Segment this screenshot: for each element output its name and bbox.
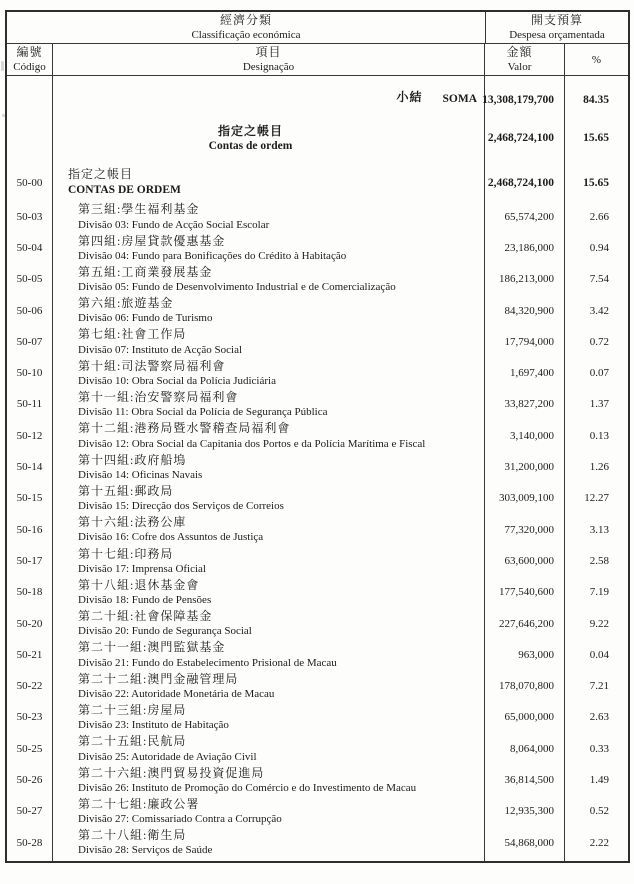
value-header-pt: Valor — [507, 61, 532, 73]
row-designation-pt: Divisão 14: Oficinas Navais — [78, 468, 203, 481]
row-value: 178,070,800 — [485, 670, 565, 701]
row-value: 303,009,100 — [485, 483, 565, 514]
row-percent: 7.19 — [589, 586, 609, 599]
row-percent: 7.21 — [589, 680, 609, 693]
code-cell — [7, 858, 53, 861]
subtotal-label-zh: 小結 — [396, 90, 423, 104]
table-row — [7, 608, 628, 639]
scan-artifact — [1, 61, 4, 71]
row-designation-pt: Divisão 05: Fundo de Desenvolvimento Industrial e de Comercialização — [78, 281, 396, 294]
row-designation-zh: 第三組:學生福利基金 — [78, 202, 200, 217]
percent-header-label: % — [591, 53, 602, 66]
row-designation-zh: 第十一組:治安警察局福利會 — [78, 390, 239, 405]
row-designation — [53, 545, 485, 576]
group-code: 50-00 — [7, 164, 53, 201]
table-row — [7, 232, 628, 263]
row-percent: 0.52 — [589, 805, 609, 818]
table-row — [7, 545, 628, 576]
row-percent: 9.22 — [589, 617, 609, 630]
row-value: 54,868,000 — [485, 827, 565, 858]
row-value: 65,000,000 — [485, 702, 565, 733]
row-percent: 12.27 — [584, 492, 609, 505]
row-value: 12,935,300 — [485, 796, 565, 827]
row-value: 77,320,000 — [485, 514, 565, 545]
code-cell — [7, 112, 53, 164]
row-designation — [53, 608, 485, 639]
table-row — [7, 420, 628, 451]
row-code: 50-18 — [7, 577, 53, 608]
row-designation-pt: Divisão 23: Instituto de Habitação — [78, 719, 229, 732]
column-header-designation — [53, 44, 485, 75]
row-value: 177,540,600 — [485, 577, 565, 608]
subtotal-label — [53, 76, 485, 112]
row-designation-pt: Divisão 25: Autoridade de Aviação Civil — [78, 750, 257, 763]
designation-header-zh: 項目 — [255, 45, 282, 59]
row-designation — [53, 357, 485, 388]
row-designation-zh: 第四組:房屋貸款優惠基金 — [78, 233, 226, 248]
table-row — [7, 357, 628, 388]
row-designation — [53, 483, 485, 514]
row-designation-pt: Divisão 06: Fundo de Turismo — [78, 312, 213, 325]
percent-cell — [565, 858, 628, 861]
subtotal-percent: 84.35 — [583, 94, 609, 106]
budget-table — [5, 10, 630, 863]
row-percent: 2.58 — [589, 554, 609, 567]
row-designation-pt: Divisão 27: Comissariado Contra a Corrupção — [78, 813, 282, 826]
table-row — [7, 201, 628, 232]
value-header-zh: 金額 — [506, 45, 533, 59]
row-designation-zh: 第十四組:政府船塢 — [78, 452, 187, 467]
code-header-pt: Código — [13, 61, 46, 73]
header-economic-classification — [7, 12, 486, 43]
table-row — [7, 389, 628, 420]
table-row — [7, 733, 628, 764]
section-title-row — [7, 112, 628, 164]
row-value: 963,000 — [485, 639, 565, 670]
row-percent: 0.72 — [589, 335, 609, 348]
row-value: 33,827,200 — [485, 389, 565, 420]
row-designation-zh: 第七組:社會工作局 — [78, 327, 187, 342]
column-header-code — [7, 44, 53, 75]
row-percent: 1.37 — [589, 398, 609, 411]
row-value: 186,213,000 — [485, 264, 565, 295]
table-filler-row — [7, 858, 628, 861]
header-budgeted-expense — [486, 12, 628, 43]
row-designation-zh: 第二十五組:民航局 — [78, 734, 187, 749]
row-designation-pt: Divisão 07: Instituto de Acção Social — [78, 343, 243, 356]
row-designation-zh: 第十二組:港務局暨水警稽查局福利會 — [78, 421, 291, 436]
row-code: 50-16 — [7, 514, 53, 545]
row-designation-pt: Divisão 18: Fundo de Pensões — [78, 594, 212, 607]
row-designation — [53, 733, 485, 764]
table-row — [7, 796, 628, 827]
section-value: 2,468,724,100 — [485, 112, 565, 164]
row-designation-pt: Divisão 20: Fundo de Segurança Social — [78, 625, 252, 638]
table-row — [7, 264, 628, 295]
group-percent: 15.65 — [583, 176, 609, 189]
row-designation — [53, 796, 485, 827]
table-row — [7, 639, 628, 670]
division-rows — [7, 201, 628, 858]
group-row — [7, 164, 628, 201]
row-designation — [53, 389, 485, 420]
section-title-zh: 指定之帳目 — [217, 123, 283, 138]
group-title-pt: CONTAS DE ORDEM — [68, 183, 181, 196]
designation-header-pt: Designação — [242, 61, 295, 73]
row-code: 50-25 — [7, 733, 53, 764]
column-header-value — [485, 44, 565, 75]
row-designation-zh: 第十八組:退休基金會 — [78, 577, 200, 592]
row-designation — [53, 326, 485, 357]
row-code: 50-12 — [7, 420, 53, 451]
row-percent: 3.42 — [589, 304, 609, 317]
table-row — [7, 483, 628, 514]
row-designation — [53, 764, 485, 795]
row-percent: 2.22 — [589, 836, 609, 849]
header-classification-pt: Classificação económica — [191, 29, 301, 41]
row-percent: 0.07 — [589, 367, 609, 380]
row-percent: 1.26 — [589, 461, 609, 474]
row-designation — [53, 670, 485, 701]
row-designation — [53, 232, 485, 263]
row-designation-pt: Divisão 17: Imprensa Oficial — [78, 562, 206, 575]
header-budget-zh: 開支預算 — [530, 13, 583, 27]
row-code: 50-17 — [7, 545, 53, 576]
row-value: 3,140,000 — [485, 420, 565, 451]
row-percent: 0.33 — [589, 742, 609, 755]
row-designation-zh: 第十七組:印務局 — [78, 546, 174, 561]
row-code: 50-10 — [7, 357, 53, 388]
group-value: 2,468,724,100 — [485, 164, 565, 201]
table-row — [7, 514, 628, 545]
row-designation-zh: 第二十一組:澳門監獄基金 — [78, 640, 226, 655]
row-percent: 0.13 — [589, 429, 609, 442]
code-header-zh: 編號 — [16, 45, 43, 59]
row-designation-zh: 第六組:旅遊基金 — [78, 296, 174, 311]
row-designation-pt: Divisão 12: Obra Social da Capitania dos Portos e da Polícia Marítima e Fiscal — [78, 437, 426, 450]
row-value: 23,186,000 — [485, 232, 565, 263]
row-designation — [53, 201, 485, 232]
value-cell — [485, 858, 565, 861]
row-value: 17,794,000 — [485, 326, 565, 357]
row-designation-pt: Divisão 21: Fundo do Estabelecimento Prisional de Macau — [78, 656, 337, 669]
row-designation-pt: Divisão 26: Instituto de Promoção do Comércio e do Investimento de Macau — [78, 781, 417, 794]
row-designation-zh: 第二十七組:廉政公署 — [78, 796, 200, 811]
row-designation-pt: Divisão 15: Direcção dos Serviços de Correios — [78, 500, 284, 513]
row-code: 50-07 — [7, 326, 53, 357]
group-designation — [53, 164, 485, 201]
table-row — [7, 702, 628, 733]
row-designation — [53, 420, 485, 451]
table-row — [7, 295, 628, 326]
row-designation — [53, 451, 485, 482]
table-header-groups — [7, 12, 628, 44]
table-row — [7, 326, 628, 357]
subtotal-value: 13,308,179,700 — [485, 76, 565, 112]
subtotal-row — [7, 76, 628, 112]
table-row — [7, 670, 628, 701]
row-percent: 7.54 — [589, 273, 609, 286]
row-code: 50-22 — [7, 670, 53, 701]
row-designation-pt: Divisão 22: Autoridade Monetária de Macau — [78, 687, 275, 700]
table-row — [7, 451, 628, 482]
row-percent: 0.94 — [589, 241, 609, 254]
header-classification-zh: 經濟分類 — [219, 13, 272, 27]
row-designation-zh: 第十組:司法警察局福利會 — [78, 358, 226, 373]
row-value: 227,646,200 — [485, 608, 565, 639]
row-designation-pt: Divisão 28: Serviços de Saúde — [78, 844, 213, 857]
row-value: 65,574,200 — [485, 201, 565, 232]
row-designation-pt: Divisão 10: Obra Social da Polícia Judiciária — [78, 374, 276, 387]
row-percent: 0.04 — [589, 648, 609, 661]
row-percent: 2.66 — [589, 210, 609, 223]
row-code: 50-23 — [7, 702, 53, 733]
row-designation-zh: 第五組:工商業發展基金 — [78, 264, 213, 279]
table-row — [7, 577, 628, 608]
row-designation-pt: Divisão 03: Fundo de Acção Social Escolar — [78, 218, 270, 231]
row-designation-pt: Divisão 16: Cofre dos Assuntos de Justiça — [78, 531, 264, 544]
row-designation — [53, 295, 485, 326]
row-designation-zh: 第二十八組:衛生局 — [78, 828, 187, 843]
row-code: 50-27 — [7, 796, 53, 827]
row-code: 50-14 — [7, 451, 53, 482]
subtotal-label-pt: SOMA — [442, 93, 477, 105]
row-code: 50-28 — [7, 827, 53, 858]
row-percent: 1.49 — [589, 773, 609, 786]
row-designation-pt: Divisão 04: Fundo para Bonificações do Crédito à Habitação — [78, 249, 347, 262]
row-value: 8,064,000 — [485, 733, 565, 764]
row-code: 50-21 — [7, 639, 53, 670]
row-code: 50-04 — [7, 232, 53, 263]
row-designation — [53, 827, 485, 858]
row-value: 36,814,500 — [485, 764, 565, 795]
row-designation — [53, 702, 485, 733]
row-designation — [53, 514, 485, 545]
row-designation — [53, 577, 485, 608]
column-header-percent — [565, 44, 628, 75]
row-designation-zh: 第二十組:社會保障基金 — [78, 609, 213, 624]
row-designation-zh: 第十六組:法務公庫 — [78, 515, 187, 530]
row-code: 50-15 — [7, 483, 53, 514]
row-code: 50-06 — [7, 295, 53, 326]
row-percent: 2.63 — [589, 711, 609, 724]
row-designation — [53, 264, 485, 295]
section-percent: 15.65 — [583, 132, 609, 144]
table-header-columns — [7, 44, 628, 76]
row-designation-pt: Divisão 11: Obra Social da Polícia de Segurança Pública — [78, 406, 328, 419]
section-title-pt: Contas de ordem — [208, 139, 293, 152]
row-designation-zh: 第十五組:郵政局 — [78, 483, 174, 498]
row-percent: 3.13 — [589, 523, 609, 536]
row-code: 50-26 — [7, 764, 53, 795]
row-designation-zh: 第二十二組:澳門金融管理局 — [78, 671, 239, 686]
row-value: 1,697,400 — [485, 357, 565, 388]
row-code: 50-03 — [7, 201, 53, 232]
code-cell — [7, 76, 53, 112]
row-designation — [53, 639, 485, 670]
table-row — [7, 764, 628, 795]
row-value: 84,320,900 — [485, 295, 565, 326]
group-title-zh: 指定之帳目 — [68, 167, 134, 181]
row-code: 50-05 — [7, 264, 53, 295]
row-code: 50-20 — [7, 608, 53, 639]
row-designation-zh: 第二十三組:房屋局 — [78, 703, 187, 718]
row-designation-zh: 第二十六組:澳門貿易投資促進局 — [78, 765, 265, 780]
row-code: 50-11 — [7, 389, 53, 420]
section-title — [53, 112, 485, 164]
designation-cell — [53, 858, 485, 861]
header-budget-pt: Despesa orçamentada — [509, 29, 605, 41]
row-value: 31,200,000 — [485, 451, 565, 482]
table-row — [7, 827, 628, 858]
row-value: 63,600,000 — [485, 545, 565, 576]
